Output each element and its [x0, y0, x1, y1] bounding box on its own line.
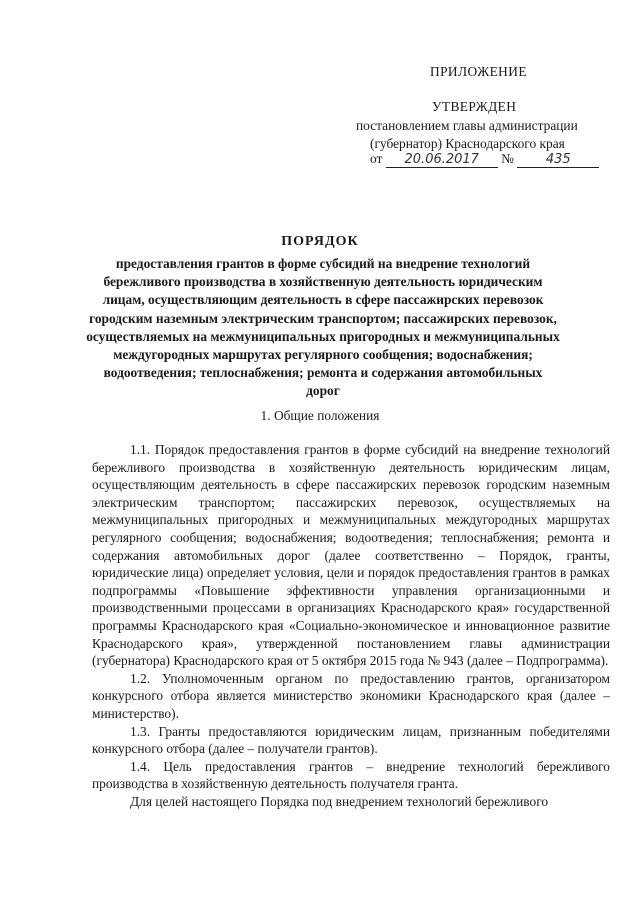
appendix-label: ПРИЛОЖЕНИЕ: [430, 64, 527, 79]
document-body: [92, 441, 610, 810]
paragraph-1-1: 1.1. Порядок предоставления грантов в форме субсидий на внедрение технологий бережливого производства в хозяйственную деятельность юридическим лицам, осуществляющим деятельность в сфере пассажирских перевозок городским наземным электрическим транспортом; пассажирских перевозок, осуществляемых на межмуниципальных пригородных и межмуниципальных междугородных маршрутах регулярного сообщения; водоснабжения; водоотведения; теплоснабжения; ремонта и содержания автомобильных дорог (далее соответственно – Порядок, гранты, юридические лица) определяет условия, цели и порядок предоставления грантов в рамках подпрограммы «Повышение эффективности управления организационными и производственными процессами в организациях Краснодарского края» государственной программы Краснодарского края «Социально-экономическое и инновационное развитие Краснодарского края», утвержденной постановлением главы администрации (губернатора) Краснодарского края от 5 октября 2015 года № 943 (далее – Подпрограмма).: [92, 442, 610, 669]
section-heading: 1. Общие положения: [260, 408, 380, 423]
handwritten-number: 435: [517, 152, 599, 168]
paragraph-1-2: 1.2. Уполномоченным органом по предоставлению грантов, организатором конкурсного отбора является министерство экономики Краснодарского края (далее – министерство).: [92, 670, 610, 721]
paragraph-1-4: 1.4. Цель предоставления грантов – внедрение технологий бережливого производства в хозяйственную деятельность получателя гранта.: [92, 758, 610, 792]
approval-date-line: [370, 151, 599, 168]
approval-authority-line-2: (губернатор) Краснодарского края: [370, 136, 565, 151]
approval-authority-line-1: постановлением главы администрации: [356, 118, 578, 133]
document-subtitle: предоставления грантов в форме субсидий на внедрение технологий бережливого производства в хозяйственную деятельность юридическим лицам, осуществляющим деятельность в сфере пассажирских перевозок городским наземным электрическим транспортом; пассажирских перевозок, осуществляемых на межмуниципальных пригородных и межмуниципальных междугородных маршрутах регулярного сообщения; водоснабжения; водоотведения; теплоснабжения; ремонта и содержания автомобильных дорог: [86, 256, 560, 399]
number-prefix: №: [501, 151, 514, 166]
document-title: ПОРЯДОК: [281, 234, 359, 249]
paragraph-continuation: Для целей настоящего Порядка под внедрением технологий бережливого: [130, 793, 549, 809]
date-prefix: от: [370, 151, 383, 166]
approved-label: УТВЕРЖДЕН: [432, 99, 517, 114]
paragraph-1-3: 1.3. Гранты предоставляются юридическим лицам, признанным победителями конкурсного отбора (далее – получатели грантов).: [92, 723, 610, 757]
handwritten-date: 20.06.2017: [386, 152, 498, 168]
